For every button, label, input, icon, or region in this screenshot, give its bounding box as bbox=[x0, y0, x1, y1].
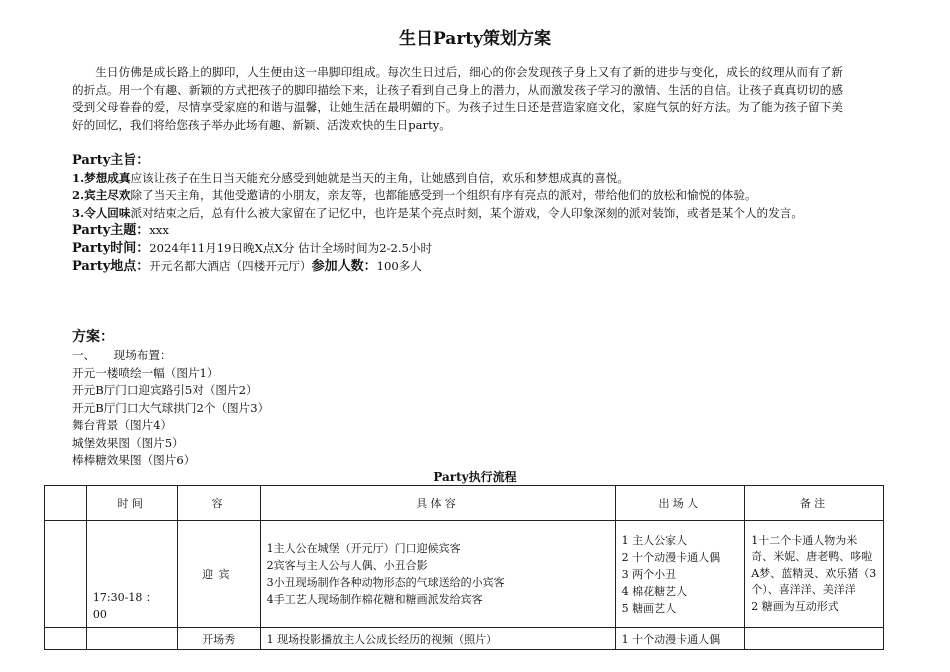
place-line bbox=[72, 258, 852, 276]
table-row bbox=[45, 628, 884, 650]
time-label: Party时间： bbox=[72, 240, 150, 256]
time-value: 2024年11月19日晚X点X分 估计全场时间为2-2.5小时 bbox=[149, 240, 433, 255]
theme-line bbox=[72, 222, 852, 240]
time-line bbox=[72, 240, 852, 258]
theme-label: Party主题： bbox=[72, 223, 150, 239]
header-note: 备注 bbox=[745, 486, 884, 521]
detail-line: 4手工艺人现场制作棉花糖和糖画派发给宾客 bbox=[266, 593, 483, 606]
plan-item: 舞台背景（图片4） bbox=[72, 418, 173, 432]
purpose-label: 2.宾主尽欢 bbox=[72, 188, 131, 203]
detail-line: 3小丑现场制作各种动物形态的气球送给的小宾客 bbox=[266, 576, 505, 589]
plan-item: 开元一楼喷绘一幅（图片1） bbox=[72, 365, 219, 380]
purpose-label: 3.令人回味 bbox=[72, 205, 131, 220]
header-time: 时间 bbox=[86, 486, 177, 521]
plan-item: 棒棒糖效果图（图片6） bbox=[72, 453, 196, 467]
place-value: 开元名都大酒店（四楼开元厅） bbox=[149, 258, 312, 273]
row-person-cell: 1 十个动漫卡通人偶 bbox=[615, 628, 745, 650]
header-person: 出场人 bbox=[615, 486, 745, 521]
row-note-cell bbox=[745, 521, 884, 628]
table-row bbox=[45, 521, 884, 628]
row-num-cell bbox=[45, 521, 87, 628]
row-detail-cell: 1 现场投影播放主人公成长经历的视频（照片） bbox=[260, 628, 615, 650]
plan-item: 城堡效果图（图片5） bbox=[72, 435, 184, 450]
row-time-cell: 17:30-18 ：00 bbox=[86, 521, 177, 628]
count-value: 100多人 bbox=[376, 258, 422, 273]
person-line: 1 主人公家人 bbox=[621, 533, 688, 547]
person-line: 4 棉花糖艺人 bbox=[621, 584, 688, 598]
plan-section bbox=[72, 327, 852, 470]
header-detail: 具体容 bbox=[260, 486, 615, 521]
plan-item: 开元B厅门口迎宾路引5对（图片2） bbox=[72, 383, 258, 397]
purpose-item-1 bbox=[72, 170, 852, 188]
flow-table bbox=[44, 485, 884, 650]
purpose-text: 派对结束之后，总有什么被大家留在了记忆中，也许是某个亮点时刻，某个游戏，令人印象深刻的派对装饰，或者是某个人的发言。 bbox=[130, 205, 803, 220]
purpose-heading: Party主旨： bbox=[72, 153, 150, 168]
theme-value: xxx bbox=[149, 223, 169, 238]
table-header-row bbox=[45, 486, 884, 521]
row-note-cell bbox=[745, 628, 884, 650]
detail-line: 1主人公在城堡（开元厅）门口迎候宾客 bbox=[266, 542, 461, 555]
header-item: 容 bbox=[177, 486, 260, 521]
row-time-cell bbox=[86, 628, 177, 650]
note-line: 2 糖画为互动形式 bbox=[751, 599, 839, 613]
purpose-item-2 bbox=[72, 187, 852, 205]
header-blank bbox=[45, 486, 87, 521]
purpose-item-3 bbox=[72, 205, 852, 223]
person-line: 2 十个动漫卡通人偶 bbox=[621, 550, 721, 564]
purpose-label: 1.梦想成真 bbox=[72, 170, 131, 185]
plan-subheading: 一、 现场布置： bbox=[72, 348, 172, 362]
row-num-cell bbox=[45, 628, 87, 650]
row-detail-cell bbox=[260, 521, 615, 628]
row-person-cell bbox=[615, 521, 745, 628]
person-line: 3 两个小丑 bbox=[621, 567, 677, 581]
purpose-section bbox=[72, 152, 852, 275]
plan-heading: 方案： bbox=[72, 329, 114, 345]
count-label: 参加人数： bbox=[311, 258, 377, 274]
row-item-cell: 开场秀 bbox=[177, 628, 260, 650]
place-label: Party地点： bbox=[72, 258, 150, 274]
detail-line: 2宾客与主人公与人偶、小丑合影 bbox=[266, 559, 428, 572]
person-line: 5 糖画艺人 bbox=[621, 601, 677, 615]
purpose-text: 除了当天主角，其他受邀请的小朋友，亲友等，也都能感受到一个组织有序有亮点的派对，带给他们的放松和愉悦的体验。 bbox=[130, 188, 757, 203]
note-line: 1十二个卡通人物为米奇、米妮、唐老鸭、哆啦A梦、蓝精灵、欢乐猪（3个）、喜洋洋、美洋洋 bbox=[751, 533, 877, 597]
table-title: Party执行流程 bbox=[433, 470, 517, 484]
intro-paragraph: 生日仿佛是成长路上的脚印，人生便由这一串脚印组成。每次生日过后，细心的你会发现孩子身上又有了新的进步与变化，成长的纹理从而有了新的折点。用一个有趣、新颖的方式把孩子的脚印描绘下来，让孩子看到自己身上的潜力，从而激发孩子学习的激情、生活的自信。让孩子真真切切的感受到父母眷眷的爱，尽情享受家庭的和谐与温馨，让她生活在最明媚的下。为孩子过生日还是营造家庭文化，家庭气氛的好方法。为了能为孩子留下美好的回忆，我们将给您孩子举办此场有趣、新颖、活泼欢快的生日party。 bbox=[72, 65, 843, 132]
document-title: 生日Party策划方案 bbox=[398, 29, 552, 49]
plan-item: 开元B厅门口大气球拱门2个（图片3） bbox=[72, 400, 270, 415]
row-item-cell: 迎宾 bbox=[177, 521, 260, 628]
purpose-text: 应该让孩子在生日当天能充分感受到她就是当天的主角，让她感到自信，欢乐和梦想成真的喜悦。 bbox=[130, 170, 630, 185]
